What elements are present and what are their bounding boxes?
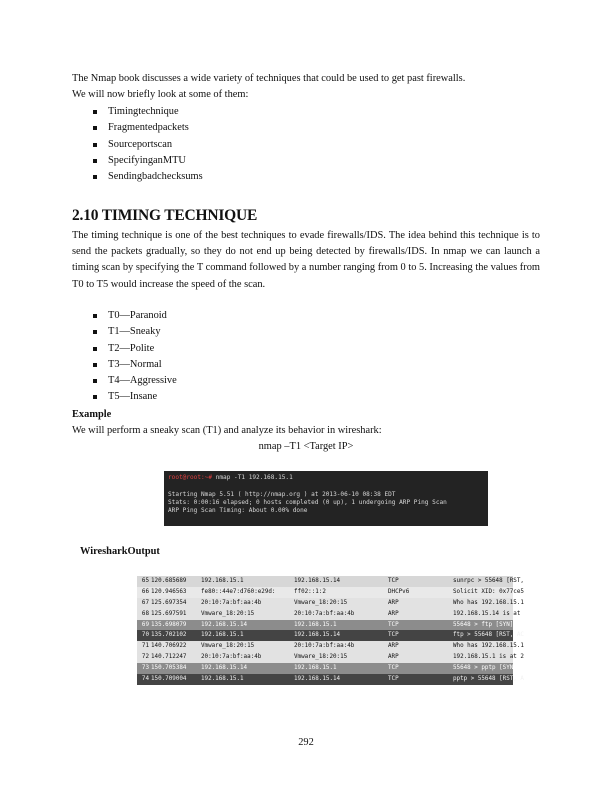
bullet-icon xyxy=(93,110,97,114)
bullet-icon xyxy=(93,395,97,399)
table-row xyxy=(137,630,524,641)
terminal-output-line: ARP Ping Scan Timing: About 0.00% done xyxy=(168,507,308,515)
table-row xyxy=(137,620,524,631)
table-cell: ARP xyxy=(388,643,399,650)
table-cell: 65 xyxy=(141,578,149,584)
terminal-output-line: Stats: 0:00:16 elapsed; 0 hosts completed (0 up), 1 undergoing ARP Ping Scan xyxy=(168,498,447,506)
table-cell: 192.168.15.14 xyxy=(201,665,248,672)
table-cell: TCP xyxy=(388,665,399,672)
terminal-screenshot xyxy=(164,471,488,526)
page-number: 292 xyxy=(298,737,314,748)
table-cell: Vmware_18:20:15 xyxy=(201,610,255,617)
table-cell: 74 xyxy=(141,676,149,683)
timing-levels-list xyxy=(108,308,177,406)
table-cell: 150.705384 xyxy=(151,665,187,672)
table-cell: 125.697354 xyxy=(151,599,187,606)
list-item: Sendingbadchecksums xyxy=(108,169,203,185)
bullet-icon xyxy=(93,159,97,163)
table-cell: 55648 > ftp [SYN] Se xyxy=(453,621,524,628)
section-body: The timing technique is one of the best techniques to evade firewalls/IDS. The idea behind this technique is to send the packets gradually, so they do not end up being detected by firewalls/IDS. In nmap we can launch a timing scan by specifying the T command followed by a number ranging from 0 to 5. Increasing the values from T0 to T5 would increase the speed of the scan. xyxy=(72,230,540,290)
table-row xyxy=(137,587,524,598)
table-cell: 71 xyxy=(141,643,149,650)
intro-line-1: The Nmap book discusses a wide variety of techniques that could be used to get past firewalls. xyxy=(72,73,466,84)
list-item: T1—Sneaky xyxy=(108,324,177,340)
table-cell: 125.697591 xyxy=(151,610,187,617)
bullet-icon xyxy=(93,143,97,147)
table-cell: Vmware_18:20:15 xyxy=(294,654,348,661)
terminal-prompt: root@root:~# xyxy=(168,474,213,481)
table-cell: Vmware_18:20:15 xyxy=(201,643,255,650)
table-cell: 66 xyxy=(141,588,149,595)
list-item: T4—Aggressive xyxy=(108,373,177,389)
table-cell: 192.168.15.1 xyxy=(294,665,337,672)
table-cell: TCP xyxy=(388,676,399,683)
table-cell: 192.168.15.14 xyxy=(294,578,341,584)
list-item: Timingtechnique xyxy=(108,104,203,120)
table-cell: TCP xyxy=(388,578,399,584)
table-row xyxy=(137,652,524,663)
table-cell: ARP xyxy=(388,654,399,661)
list-item: SpecifyinganMTU xyxy=(108,153,203,169)
table-row xyxy=(137,663,524,674)
intro-paragraph xyxy=(72,71,540,103)
intro-line-2: We will now briefly look at some of them: xyxy=(72,89,249,101)
table-cell: ARP xyxy=(388,599,399,606)
wireshark-label: WiresharkOutput xyxy=(80,546,160,557)
table-cell: 192.168.15.1 xyxy=(201,676,244,683)
table-cell: Who has 192.168.15.1 xyxy=(453,643,524,650)
table-cell: 67 xyxy=(141,599,149,606)
table-cell: 20:10:7a:bf:aa:4b xyxy=(294,643,355,650)
table-cell: 72 xyxy=(141,654,149,661)
table-cell: 192.168.15.1 xyxy=(294,621,337,628)
table-cell: 68 xyxy=(141,610,149,617)
table-cell: Vmware_18:20:15 xyxy=(294,599,348,606)
table-row xyxy=(137,641,524,652)
bullet-icon xyxy=(93,330,97,334)
example-text: We will perform a sneaky scan (T1) and analyze its behavior in wireshark: xyxy=(72,425,382,436)
techniques-list xyxy=(108,104,203,185)
table-cell: 140.712247 xyxy=(151,654,187,661)
table-cell: 20:10:7a:bf:aa:4b xyxy=(201,599,262,606)
table-row xyxy=(137,576,524,587)
table-cell: 135.698079 xyxy=(151,621,187,628)
terminal-command: nmap -T1 192.168.15.1 xyxy=(212,474,293,481)
table-cell: 73 xyxy=(141,665,149,672)
list-item: T0—Paranoid xyxy=(108,308,177,324)
terminal-command-line xyxy=(168,474,484,482)
table-cell: 192.168.15.14 is at xyxy=(453,610,521,617)
table-cell: 192.168.15.1 xyxy=(201,632,244,639)
table-cell: 120.946563 xyxy=(151,588,187,595)
table-cell: ff02::1:2 xyxy=(294,588,326,595)
table-cell: 20:10:7a:bf:aa:4b xyxy=(294,610,355,617)
table-row xyxy=(137,674,524,685)
bullet-icon xyxy=(93,175,97,179)
table-cell: 150.709004 xyxy=(151,676,187,683)
section-heading: 2.10 TIMING TECHNIQUE xyxy=(72,207,258,224)
table-cell: 192.168.15.1 is at 2 xyxy=(453,654,524,661)
table-cell: 120.685689 xyxy=(151,578,187,584)
list-item: T5—Insane xyxy=(108,389,177,405)
table-cell: 70 xyxy=(141,632,149,639)
bullet-icon xyxy=(93,363,97,367)
list-item: Fragmentedpackets xyxy=(108,120,203,136)
table-cell: 192.168.15.1 xyxy=(201,578,244,584)
table-cell: 55648 > pptp [SYN] S xyxy=(453,665,524,672)
bullet-icon xyxy=(93,347,97,351)
table-cell: 135.702102 xyxy=(151,632,187,639)
bullet-icon xyxy=(93,314,97,318)
table-cell: Solicit XID: 0x77ce5 xyxy=(453,588,524,595)
table-cell: ARP xyxy=(388,610,399,617)
table-cell: ftp > 55648 [RST, AC xyxy=(453,632,524,639)
table-cell: 69 xyxy=(141,621,149,628)
example-label: Example xyxy=(72,409,112,420)
table-cell: TCP xyxy=(388,632,399,639)
bullet-icon xyxy=(93,379,97,383)
table-row xyxy=(137,609,521,620)
table-cell: pptp > 55648 [RST, A xyxy=(453,676,524,683)
table-cell: 140.706922 xyxy=(151,643,187,650)
list-item: T3—Normal xyxy=(108,357,177,373)
table-cell: Who has 192.168.15.1 xyxy=(453,599,524,606)
table-cell: sunrpc > 55648 [RST, xyxy=(453,578,524,584)
terminal-output-line: Starting Nmap 5.51 ( http://nmap.org ) at 2013-06-10 08:38 EDT xyxy=(168,490,396,498)
bullet-icon xyxy=(93,126,97,130)
table-cell: 192.168.15.14 xyxy=(294,676,341,683)
table-row xyxy=(137,598,524,609)
table-cell: TCP xyxy=(388,621,399,628)
table-cell: DHCPv6 xyxy=(388,588,410,595)
list-item: Sourceportscan xyxy=(108,137,203,153)
example-command: nmap –T1 <Target IP> xyxy=(258,441,354,452)
table-cell: 192.168.15.14 xyxy=(201,621,248,628)
table-cell: fe80::44e7:d760:e29d: xyxy=(201,588,276,595)
wireshark-packet-list xyxy=(137,576,524,685)
table-cell: 192.168.15.14 xyxy=(294,632,341,639)
list-item: T2—Polite xyxy=(108,341,177,357)
table-cell: 20:10:7a:bf:aa:4b xyxy=(201,654,262,661)
